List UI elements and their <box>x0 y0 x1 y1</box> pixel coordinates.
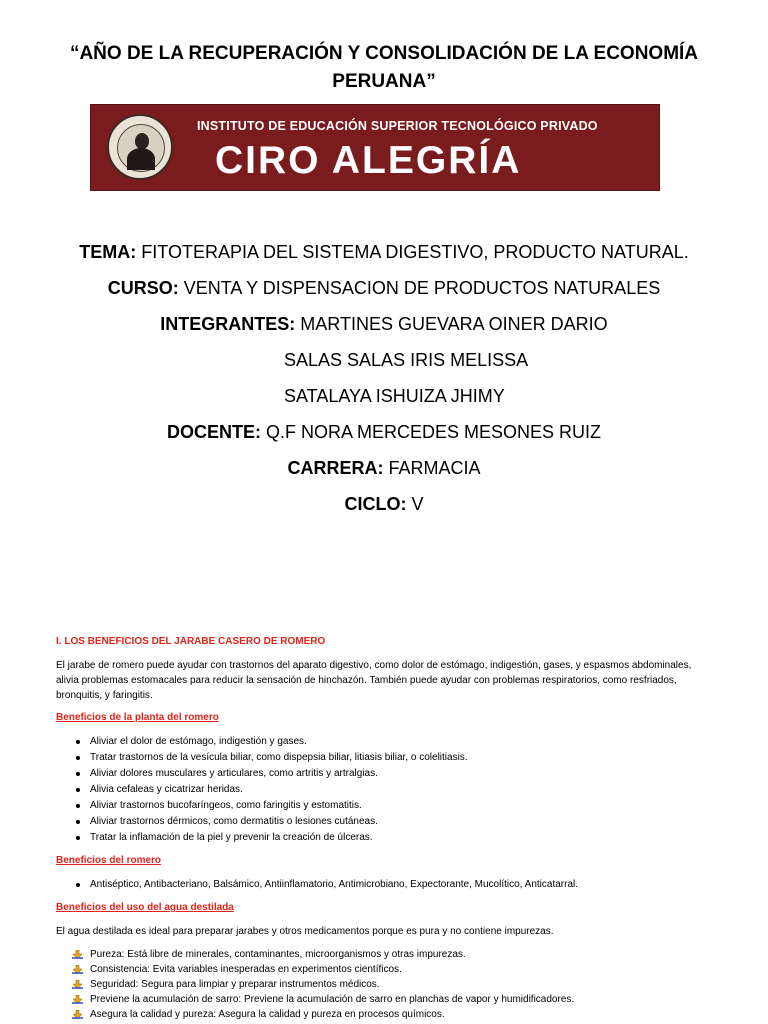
list-item: Aliviar trastornos bucofaríngeos, como faringitis y estomatitis. <box>74 798 716 814</box>
list-item: Asegura la calidad y pureza: Asegura la calidad y pureza en procesos químicos. <box>72 1007 716 1022</box>
list-item: Previene la acumulación de sarro: Previene la acumulación de sarro en planchas de vapor y humidificadores. <box>72 992 716 1007</box>
curso-label: CURSO: <box>107 278 179 298</box>
subtitle-rosemary-benefits: Beneficios del romero <box>56 855 162 866</box>
year-title-line-1: “AÑO DE LA RECUPERACIÓN Y CONSOLIDACIÓN DE LA ECONOMÍA <box>69 43 699 64</box>
list-item: Aliviar el dolor de estómago, indigestión y gases. <box>74 734 716 750</box>
carrera-value: FARMACIA <box>383 458 481 478</box>
plant-benefits-list <box>56 734 716 846</box>
integrantes-line <box>0 312 768 336</box>
integrantes-label: INTEGRANTES: <box>160 314 296 334</box>
integrantes-value: MARTINES GUEVARA OINER DARIO <box>295 314 608 334</box>
docente-value: Q.F NORA MERCEDES MESONES RUIZ <box>260 422 602 442</box>
banner-institute-name: CIRO ALEGRÍA <box>215 139 522 182</box>
year-title <box>40 40 728 96</box>
docente-line <box>0 420 768 444</box>
subtitle-distilled-water: Beneficios del uso del agua destilada <box>56 902 234 913</box>
carrera-label: CARRERA: <box>287 458 384 478</box>
member-3: SATALAYA ISHUIZA JHIMY <box>284 386 505 406</box>
intro-paragraph: El jarabe de romero puede ayudar con trastornos del aparato digestivo, como dolor de estómago, indigestión, gases, y espasmos abdominales, alivia problemas estomacales para reducir la sensación de hinchazón. También puede ayudar con problemas respiratorios, como resfriados, bronquitis, y faringitis. <box>56 660 692 701</box>
distilled-water-intro: El agua destilada es ideal para preparar jarabes y otros medicamentos porque es pura y no contiene impurezas. <box>56 926 554 937</box>
distilled-water-list <box>56 947 716 1022</box>
curso-line <box>0 276 768 300</box>
institute-seal-logo <box>107 114 173 180</box>
list-item: Aliviar trastornos dérmicos, como dermatitis o lesiones cutáneas. <box>74 814 716 830</box>
list-item: Alivia cefaleas y cicatrizar heridas. <box>74 782 716 798</box>
institute-banner <box>90 104 660 191</box>
year-title-line-2: PERUANA” <box>332 71 436 92</box>
list-item: Tratar la inflamación de la piel y prevenir la creación de úlceras. <box>74 830 716 846</box>
curso-value: VENTA Y DISPENSACION DE PRODUCTOS NATURALES <box>178 278 661 298</box>
rosemary-benefits-list <box>56 877 716 893</box>
tema-label: TEMA: <box>79 242 137 262</box>
member-2: SALAS SALAS IRIS MELISSA <box>284 350 529 370</box>
subtitle-plant-benefits: Beneficios de la planta del romero <box>56 712 219 723</box>
banner-institute-type: INSTITUTO DE EDUCACIÓN SUPERIOR TECNOLÓGICO PRIVADO <box>197 119 598 133</box>
list-item: Aliviar dolores musculares y articulares, como artritis y artralgias. <box>74 766 716 782</box>
tema-value: FITOTERAPIA DEL SISTEMA DIGESTIVO, PRODUCTO NATURAL. <box>136 242 689 262</box>
list-item: Antiséptico, Antibacteriano, Balsámico, Antiinflamatorio, Antimicrobiano, Expectorante, Mucolítico, Anticatarral. <box>74 877 716 893</box>
ciclo-value: V <box>406 494 424 514</box>
tema-line <box>0 240 768 264</box>
carrera-line <box>0 456 768 480</box>
list-item: Consistencia: Evita variables inesperadas en experimentos científicos. <box>72 962 716 977</box>
list-item: Pureza: Está libre de minerales, contaminantes, microorganismos y otras impurezas. <box>72 947 716 962</box>
section-title: I. LOS BENEFICIOS DEL JARABE CASERO DE ROMERO <box>56 636 326 647</box>
ciclo-label: CICLO: <box>344 494 407 514</box>
list-item: Tratar trastornos de la vesícula biliar, como dispepsia biliar, litiasis biliar, o colelitiasis. <box>74 750 716 766</box>
arrow-bullet-icon <box>72 950 83 959</box>
ciclo-line <box>0 492 768 516</box>
arrow-bullet-icon <box>72 980 83 989</box>
content-section <box>56 634 716 1022</box>
arrow-bullet-icon <box>72 965 83 974</box>
docente-label: DOCENTE: <box>166 422 261 442</box>
arrow-bullet-icon <box>72 1010 83 1019</box>
list-item: Seguridad: Segura para limpiar y preparar instrumentos médicos. <box>72 977 716 992</box>
arrow-bullet-icon <box>72 995 83 1004</box>
